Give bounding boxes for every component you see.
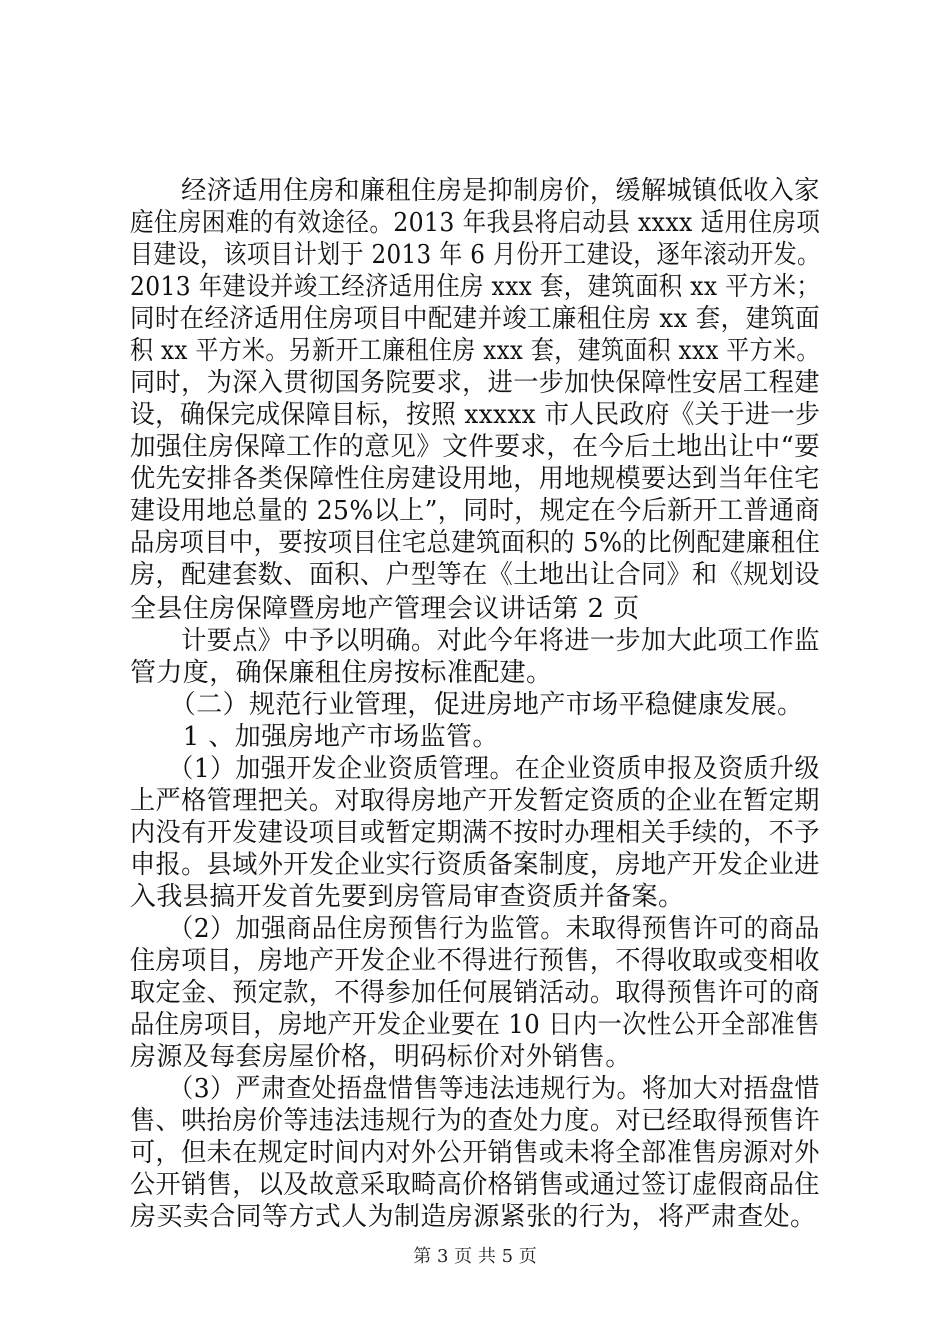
text-line: （1）加强开发企业资质管理。在企业资质申报及资质升级 [130, 754, 820, 784]
text-line: 2013 年建设并竣工经济适用住房 xxx 套，建筑面积 xx 平方米； [130, 272, 821, 302]
text-line: 品房项目中，要按项目住宅总建筑面积的 5%的比例配建廉租住 [130, 528, 821, 558]
text-line: 住房项目，房地产开发企业不得进行预售，不得收取或变相收 [130, 946, 820, 976]
section-heading: （二）规范行业管理，促进房地产市场平稳健康发展。 [130, 690, 804, 720]
text-line: 管力度，确保廉租住房按标准配建。 [130, 658, 553, 688]
text-line: 房源及每套房屋价格，明码标价对外销售。 [130, 1042, 632, 1072]
text-line: （3）严肃查处捂盘惜售等违法违规行为。将加大对捂盘惜 [130, 1074, 820, 1104]
text-line: 计要点》中予以明确。对此今年将进一步加大此项工作监 [130, 626, 820, 656]
text-line: 可，但未在规定时间内对外公开销售或未将全部准售房源对外 [130, 1138, 820, 1168]
text-line: 入我县搞开发首先要到房管局审查资质并备案。 [130, 882, 685, 912]
text-line: 建设用地总量的 25%以上”，同时，规定在今后新开工普通商 [130, 496, 820, 526]
text-line: 同时，为深入贯彻国务院要求，进一步加快保障性安居工程建 [130, 368, 820, 398]
text-line: 目建设，该项目计划于 2013 年 6 月份开工建设，逐年滚动开发。 [130, 240, 821, 270]
text-line: 房，配建套数、面积、户型等在《土地出让合同》和《规划设 [130, 560, 820, 590]
page-footer: 第 3 页 共 5 页 [413, 1246, 537, 1267]
text-line: 积 xx 平方米。另新开工廉租住房 xxx 套，建筑面积 xxx 平方米。 [130, 336, 820, 366]
text-line: 取定金、预定款，不得参加任何展销活动。取得预售许可的商 [130, 978, 820, 1008]
text-line: 内没有开发建设项目或暂定期满不按时办理相关手续的，不予 [130, 818, 820, 848]
text-line: 售、哄抬房价等违法违规行为的查处力度。对已经取得预售许 [130, 1106, 820, 1136]
text-line: 设，确保完成保障目标，按照 xxxxx 市人民政府《关于进一步 [130, 400, 821, 430]
text-line: 品住房项目，房地产开发企业要在 10 日内一次性公开全部准售 [130, 1010, 820, 1040]
text-line: 公开销售，以及故意采取畸高价格销售或通过签订虚假商品住 [130, 1170, 820, 1200]
text-line: 加强住房保障工作的意见》文件要求，在今后土地出让中“要 [130, 432, 821, 462]
text-line: 同时在经济适用住房项目中配建并竣工廉租住房 xx 套，建筑面 [130, 304, 820, 334]
text-line: 上严格管理把关。对取得房地产开发暂定资质的企业在暂定期 [130, 786, 820, 816]
text-line: 庭住房困难的有效途径。2013 年我县将启动县 xxxx 适用住房项 [130, 208, 821, 238]
text-line: 申报。县域外开发企业实行资质备案制度，房地产开发企业进 [130, 850, 820, 880]
text-line: 经济适用住房和廉租住房是抑制房价，缓解城镇低收入家 [130, 176, 820, 206]
running-header: 全县住房保障暨房地产管理会议讲话第 2 页 [130, 594, 640, 624]
text-line: 房买卖合同等方式人为制造房源紧张的行为，将严肃查处。 [130, 1202, 817, 1232]
text-line: 优先安排各类保障性住房建设用地，用地规模要达到当年住宅 [130, 464, 820, 494]
subsection-heading: 1 、加强房地产市场监管。 [130, 722, 499, 752]
text-line: （2）加强商品住房预售行为监管。未取得预售许可的商品 [130, 914, 820, 944]
